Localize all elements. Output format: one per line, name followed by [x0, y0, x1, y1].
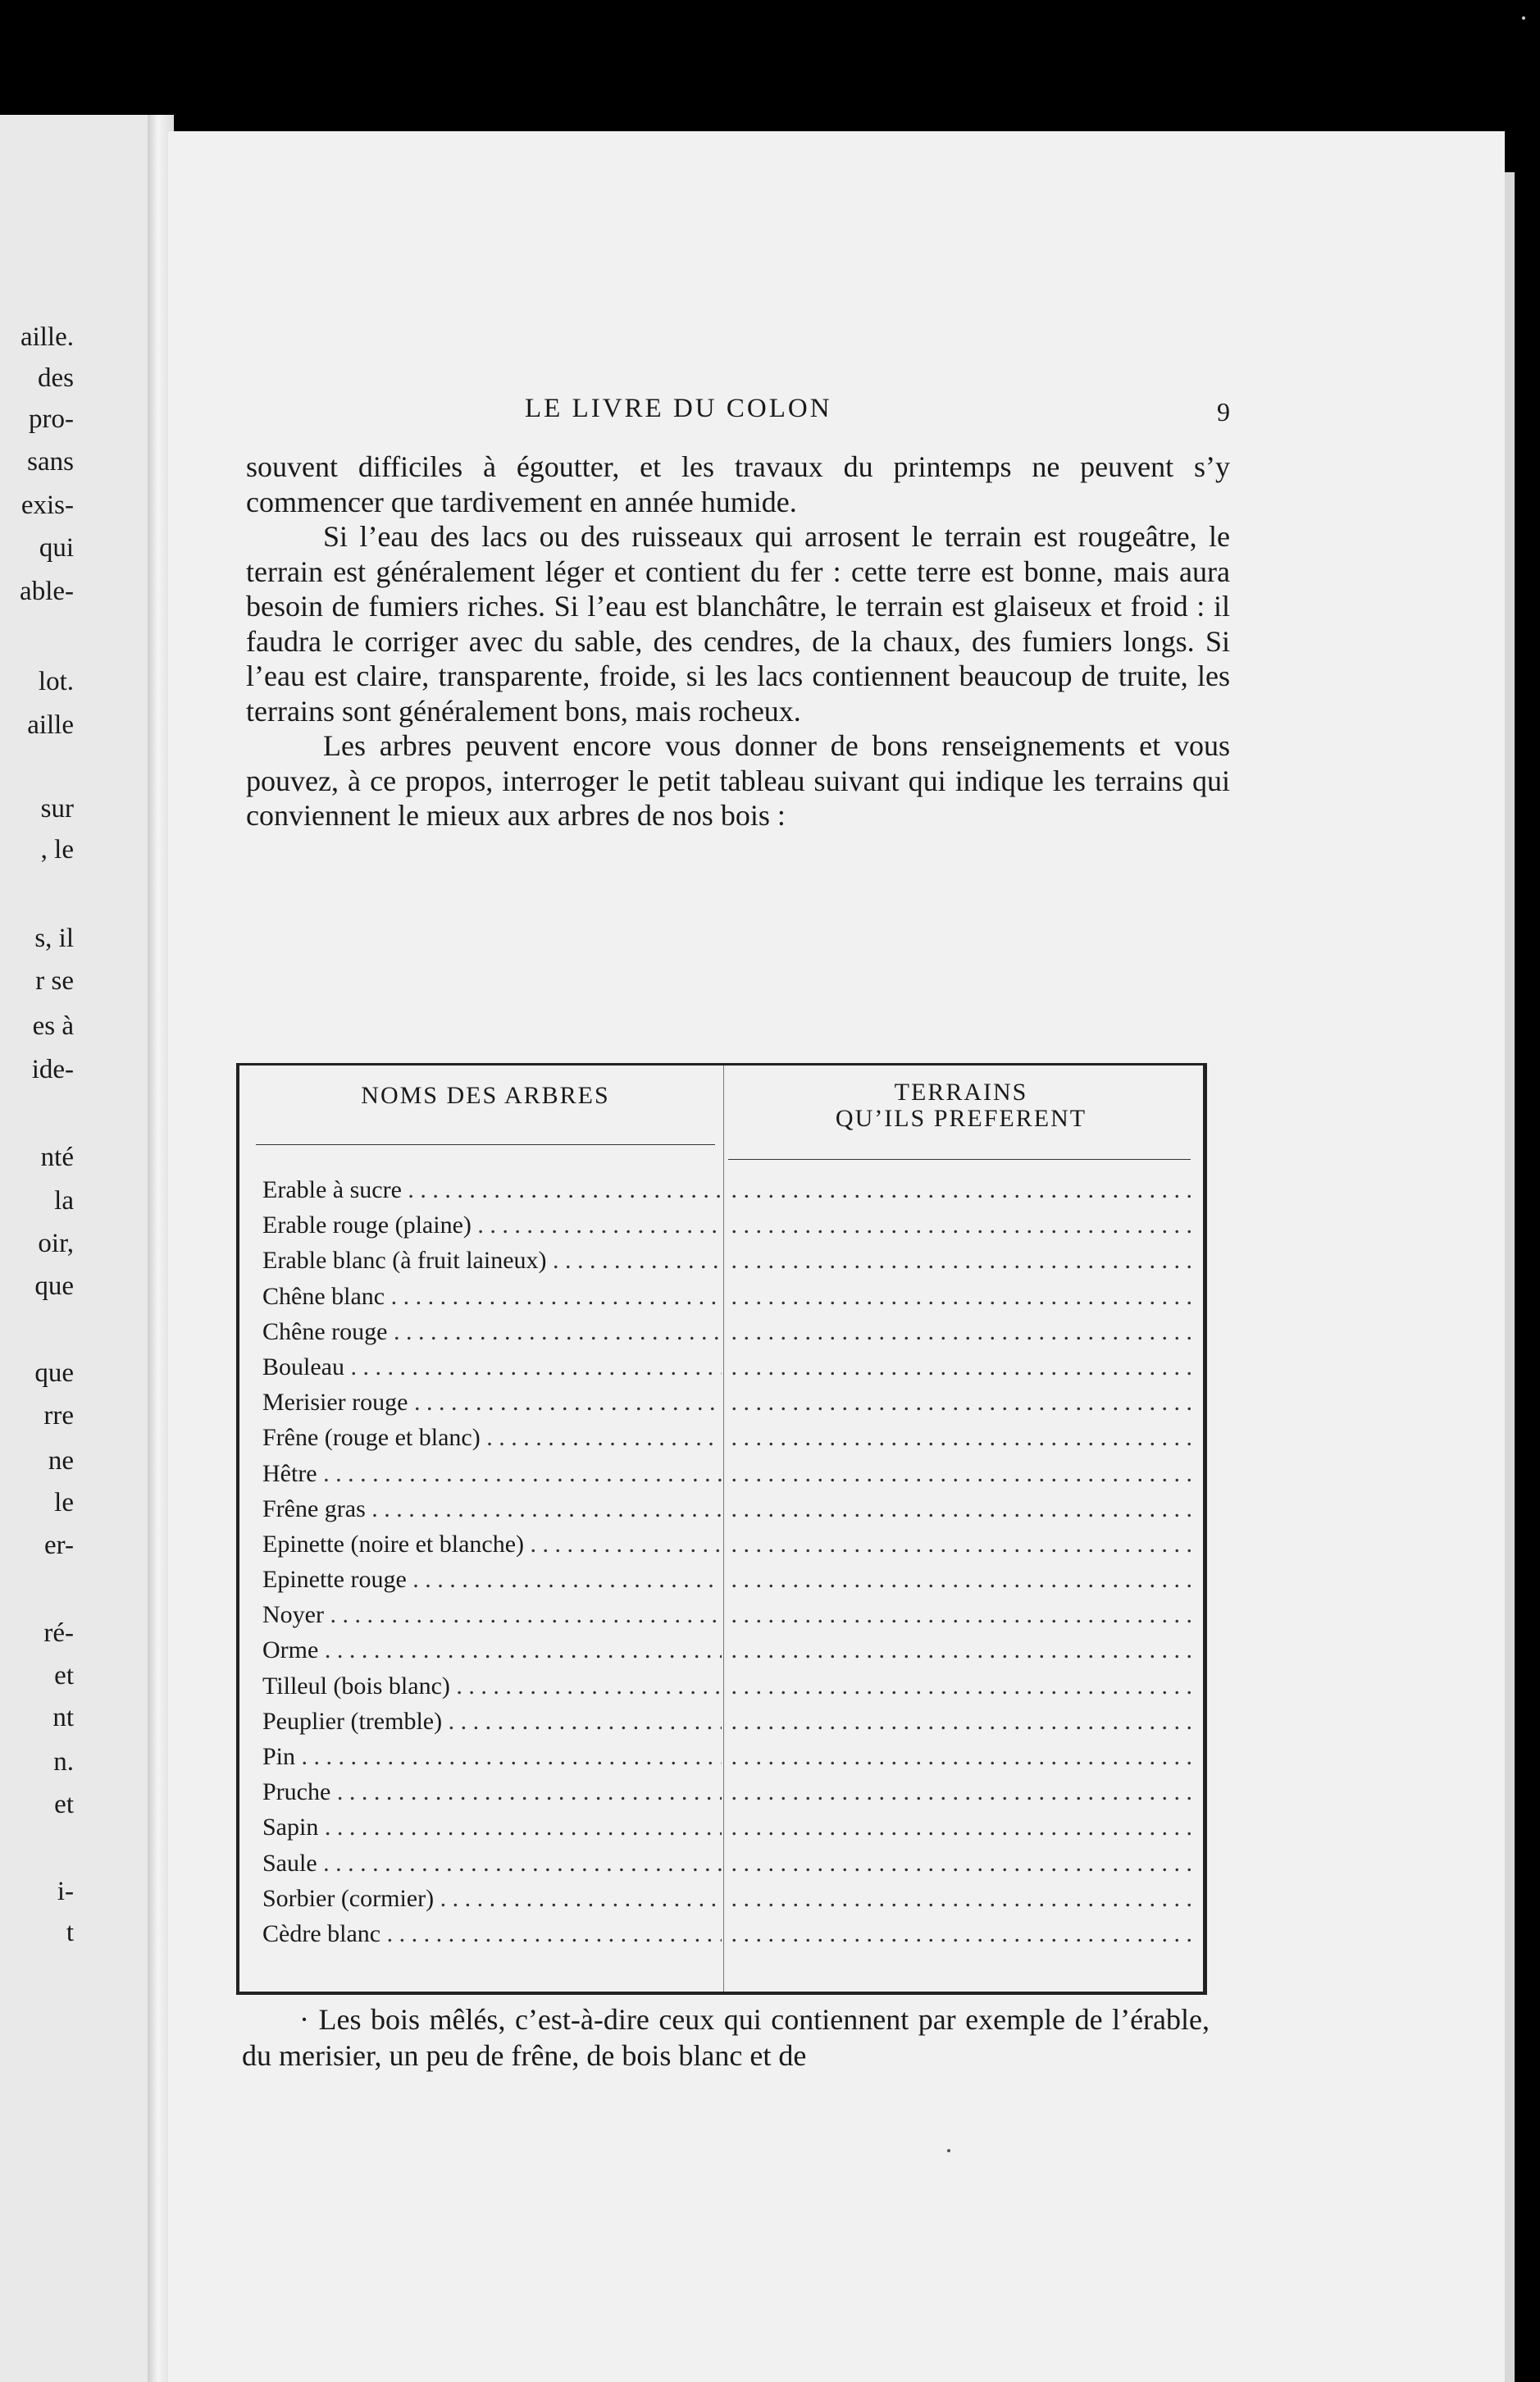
tree-name: Peuplier (tremble) . . . — [262, 1704, 722, 1739]
paragraph: Si l’eau des lacs ou des ruisseaux qui arrosent le terrain est rougeâtre, le terrain est généralement léger et contient du fer : cette terre est bonne, mais aura besoin de fumiers riches. Si l’eau est blanchâtre, le terrain est glaiseux et froid : il faudra le corriger avec du sable, des cendres, de la chaux, des fumiers longs. Si l’eau est claire, transparente, froide, si les lacs contiennent beaucoup de truite, les terrains sont généralement bons, mais rocheux. — [246, 520, 1230, 728]
left-page-line: et — [54, 1790, 74, 1819]
table-row — [262, 1526, 1194, 1562]
left-page-line: aille — [27, 710, 74, 740]
table-row — [262, 1739, 1194, 1774]
table-row — [262, 1916, 1194, 1951]
left-page-line: le — [54, 1488, 74, 1517]
tree-name: Noyer . . . — [262, 1597, 722, 1632]
print-speck — [947, 2149, 950, 2152]
tree-soil-table — [236, 1063, 1207, 1995]
terrain-cell — [730, 1491, 1192, 1526]
left-page-line: nt — [52, 1703, 74, 1732]
left-page-line: et — [54, 1661, 74, 1691]
terrain-cell — [730, 1526, 1192, 1562]
terrain-cell — [730, 1456, 1192, 1491]
tree-name: Pin . . . — [262, 1739, 722, 1774]
table-row — [262, 1491, 1194, 1526]
left-page-line: ide- — [31, 1055, 74, 1084]
left-page-line: oir, — [38, 1229, 74, 1258]
table-header-trees: NOMS DES ARBRES — [361, 1082, 610, 1109]
tree-name: Hêtre . . . — [262, 1456, 722, 1491]
terrain-cell — [730, 1881, 1192, 1916]
footnote-text: · Les bois mêlés, c’est-à-dire ceux qui contiennent par exemple de l’érable, du merisier, un peu de frêne, de bois blanc et de — [242, 2003, 1210, 2072]
tree-name: Epinette (noire et blanche) . . . — [262, 1526, 722, 1562]
terrain-cell — [730, 1349, 1192, 1385]
table-row — [262, 1243, 1194, 1278]
table-row — [262, 1349, 1194, 1385]
tree-name: Epinette rouge . . . — [262, 1562, 722, 1597]
table-row — [262, 1314, 1194, 1349]
terrain-cell — [730, 1314, 1192, 1349]
left-page-line: que — [34, 1271, 74, 1301]
left-page-line: n. — [53, 1747, 74, 1777]
tree-name: Bouleau . . . — [262, 1349, 722, 1385]
table-row — [262, 1809, 1194, 1845]
left-page-line: able- — [20, 577, 74, 606]
tree-name: Merisier rouge . . . — [262, 1385, 722, 1420]
table-row — [262, 1172, 1194, 1207]
left-page-line: ne — [48, 1446, 74, 1476]
terrain-cell — [730, 1243, 1192, 1278]
table-body — [262, 1172, 1194, 1951]
left-page-line: lot. — [38, 667, 74, 696]
tree-name: Frêne gras . . . — [262, 1491, 722, 1526]
tree-name: Pruche . . . — [262, 1774, 722, 1809]
terrain-cell — [730, 1279, 1192, 1314]
left-page-line: rre — [43, 1401, 74, 1431]
table-row — [262, 1385, 1194, 1420]
left-page-line: es à — [32, 1011, 74, 1041]
table-row — [262, 1420, 1194, 1455]
terrain-cell — [730, 1420, 1192, 1455]
terrain-cell — [730, 1809, 1192, 1845]
terrain-cell — [730, 1562, 1192, 1597]
left-page-line: qui — [39, 533, 74, 563]
terrain-cell — [730, 1704, 1192, 1739]
terrain-cell — [730, 1632, 1192, 1668]
terrain-cell — [730, 1207, 1192, 1243]
terrain-cell — [730, 1774, 1192, 1809]
table-row — [262, 1668, 1194, 1704]
left-page-line: des — [38, 363, 74, 393]
terrain-cell — [730, 1916, 1192, 1951]
left-page-line: aille. — [20, 322, 74, 352]
left-page-line: sans — [27, 447, 74, 477]
table-header-terrains-line2: QU’ILS PREFERENT — [835, 1105, 1087, 1132]
table-row — [262, 1774, 1194, 1809]
tree-name: Chêne rouge . . . — [262, 1314, 722, 1349]
left-page-line: exis- — [21, 491, 74, 520]
table-row — [262, 1704, 1194, 1739]
tree-name: Cèdre blanc . . . — [262, 1916, 722, 1951]
paragraph: souvent difficiles à égoutter, et les travaux du printemps ne peuvent s’y commencer que tardivement en année humide. — [246, 450, 1230, 518]
tree-name: Erable à sucre . . . — [262, 1172, 722, 1207]
left-page-line: ré- — [43, 1618, 74, 1648]
left-page-line: que — [34, 1358, 74, 1388]
left-page-line: la — [54, 1186, 74, 1216]
paragraph: Les arbres peuvent encore vous donner de bons renseignements et vous pouvez, à ce propos, interroger le petit tableau suivant qui indique les terrains qui conviennent le mieux aux arbres de nos bois : — [246, 729, 1230, 832]
page-number: 9 — [1217, 397, 1230, 427]
table-row — [262, 1881, 1194, 1916]
left-page-line: er- — [44, 1531, 74, 1560]
left-page-line: r se — [35, 966, 74, 996]
tree-name: Tilleul (bois blanc) . . . — [262, 1668, 722, 1704]
table-row — [262, 1846, 1194, 1881]
left-page-fragment — [0, 115, 164, 2382]
table-row — [262, 1207, 1194, 1243]
left-page-line: t — [66, 1918, 74, 1947]
left-page-line: pro- — [29, 404, 74, 434]
tree-name: Saule . . . — [262, 1846, 722, 1881]
left-page-line: i- — [57, 1877, 74, 1906]
terrain-cell — [730, 1668, 1192, 1704]
tree-name: Erable blanc (à fruit laineux) . . . — [262, 1243, 722, 1278]
tree-name: Frêne (rouge et blanc) . . . — [262, 1420, 722, 1455]
tree-name: Chêne blanc . . . — [262, 1279, 722, 1314]
terrain-cell — [730, 1846, 1192, 1881]
table-row — [262, 1597, 1194, 1632]
tree-name: Sorbier (cormier) . . . — [262, 1881, 722, 1916]
table-header-terrains-line1: TERRAINS — [894, 1079, 1028, 1106]
scan-speck — [1522, 16, 1525, 20]
terrain-cell — [730, 1597, 1192, 1632]
header-rule — [256, 1144, 715, 1145]
table-row — [262, 1562, 1194, 1597]
left-page-line: , le — [40, 835, 74, 865]
left-page-line: sur — [40, 794, 74, 824]
running-head: LE LIVRE DU COLON — [525, 394, 832, 423]
tree-name: Sapin . . . — [262, 1809, 722, 1845]
table-row — [262, 1456, 1194, 1491]
left-page-line: nté — [40, 1143, 74, 1172]
table-row — [262, 1632, 1194, 1668]
tree-name: Erable rouge (plaine) . . . — [262, 1207, 722, 1243]
body-text — [246, 449, 1230, 833]
terrain-cell — [730, 1385, 1192, 1420]
left-page-line: s, il — [34, 924, 74, 953]
tree-name: Orme . . . — [262, 1632, 722, 1668]
terrain-cell — [730, 1739, 1192, 1774]
table-row — [262, 1279, 1194, 1314]
header-rule — [728, 1159, 1191, 1160]
page-edge — [1505, 172, 1515, 2382]
terrain-cell — [730, 1172, 1192, 1207]
